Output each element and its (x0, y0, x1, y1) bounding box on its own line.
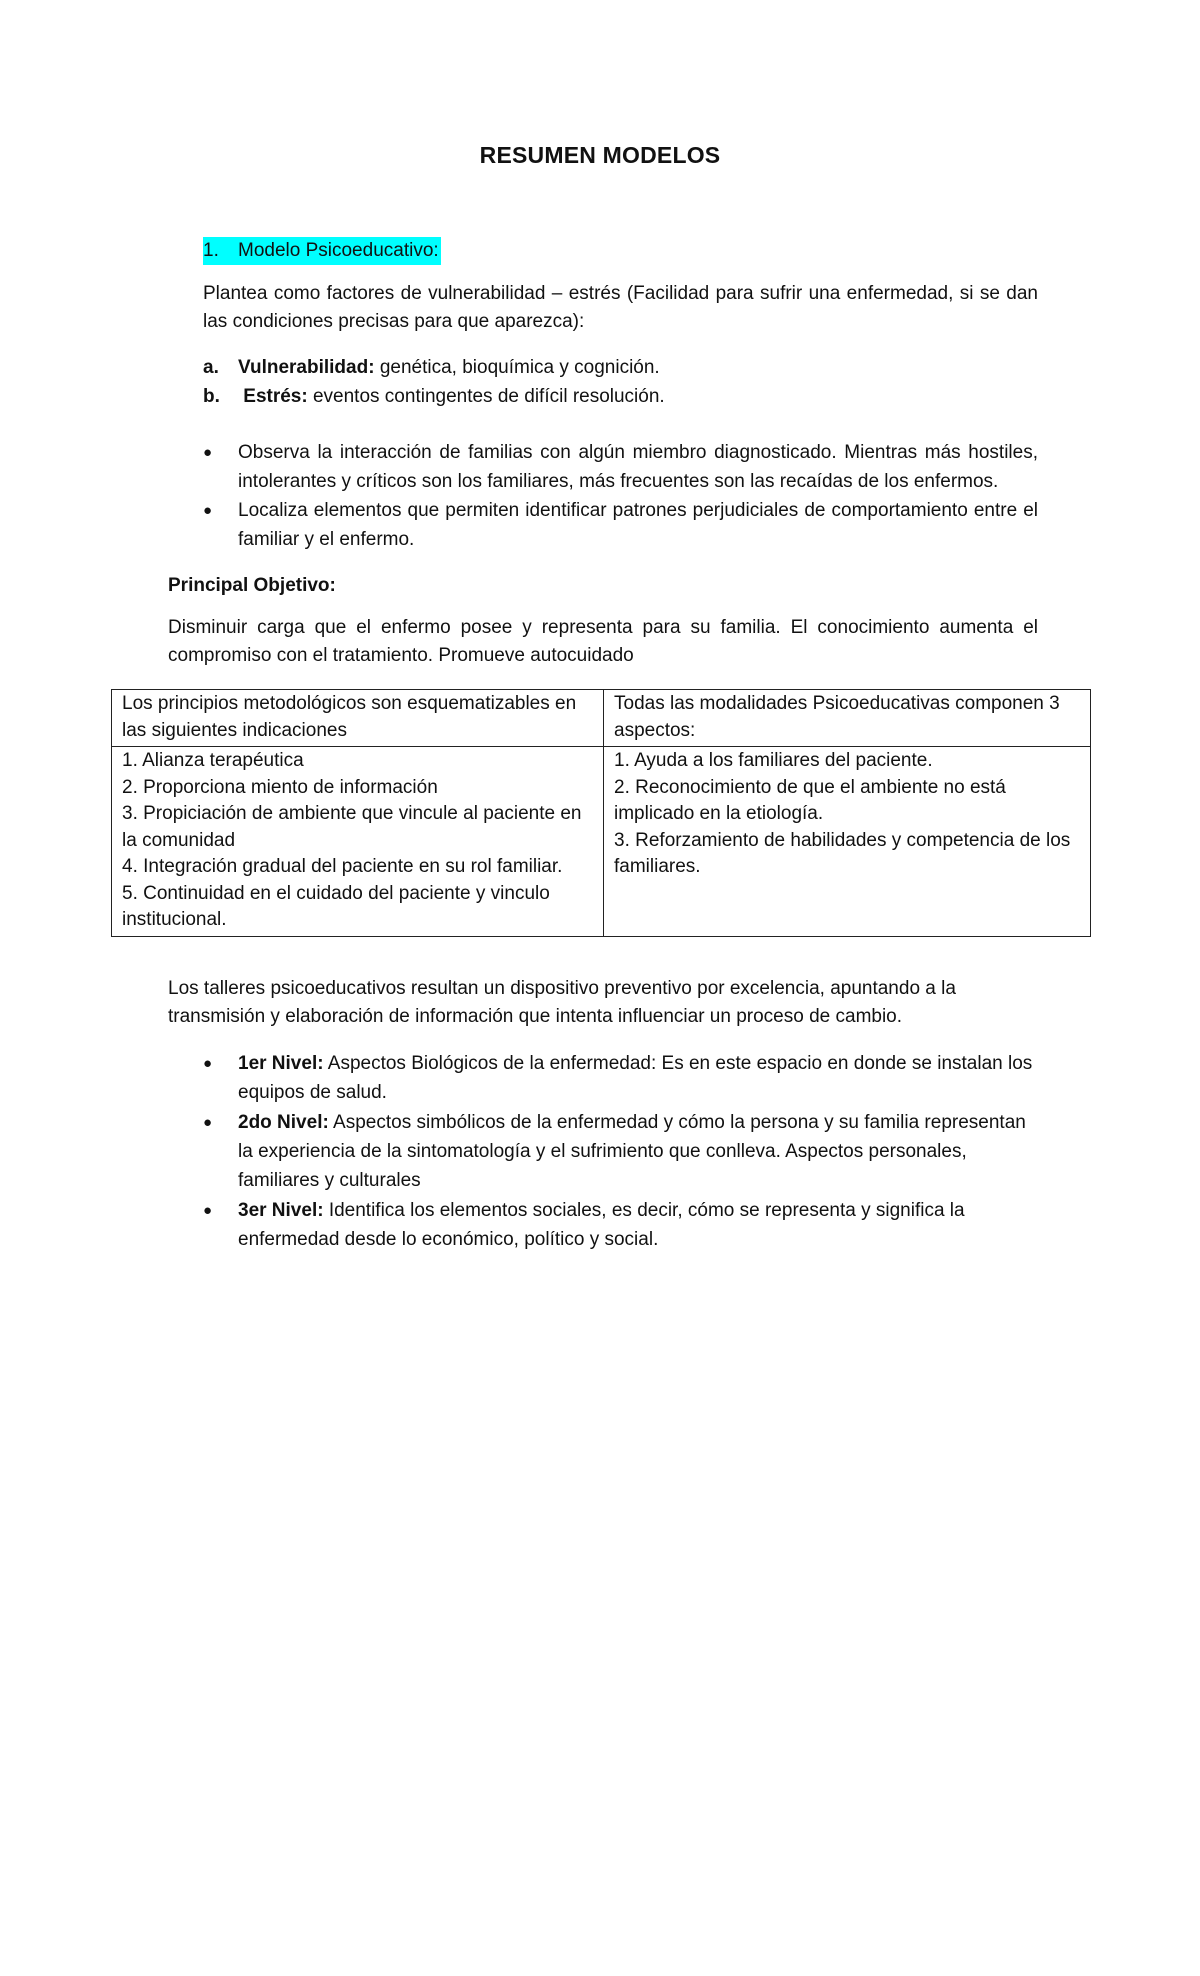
level-label: 3er Nivel: (238, 1200, 324, 1221)
factor-term: Vulnerabilidad: (238, 357, 375, 378)
table-list-item: 3. Reforzamiento de habilidades y competencia de los familiares. (614, 829, 1071, 877)
factor-description: eventos contingentes de difícil resolución. (307, 386, 665, 407)
factor-content (238, 353, 660, 382)
observation-text: Localiza elementos que permiten identificar patrones perjudiciales de comportamiento entre el familiar y el enfermo. (238, 500, 1038, 550)
table-list-item: 3. Propiciación de ambiente que vincule al paciente en la comunidad (122, 803, 582, 851)
level-text (238, 1049, 1038, 1107)
bullet-icon: ● (203, 1202, 213, 1219)
table-header-left: Los principios metodológicos son esquematizables en las siguientes indicaciones (112, 690, 604, 747)
table-list-item: 2. Reconocimiento de que el ambiente no está implicado en la etiología. (614, 776, 1006, 824)
factor-content (238, 382, 665, 411)
table-list-item: 1. Ayuda a los familiares del paciente. (614, 750, 933, 771)
list-item (203, 1049, 1038, 1107)
level-text (238, 1196, 1038, 1254)
observation-text: Observa la interacción de familias con algún miembro diagnosticado. Mientras más hostiles, intolerantes y críticos son los familiares, más frecuentes son las recaídas de los enfermos. (238, 442, 1038, 492)
table-cell-left (112, 747, 604, 937)
factor-item (203, 353, 1038, 382)
bullet-icon: ● (203, 1114, 213, 1131)
level-text (238, 1108, 1038, 1195)
list-item (203, 438, 1038, 496)
table-list-item: 5. Continuidad en el cuidado del paciente y vinculo institucional. (122, 882, 550, 930)
objective-paragraph: Disminuir carga que el enfermo posee y representa para su familia. El conocimiento aumenta el compromiso con el tratamiento. Promueve autocuidado (168, 617, 1038, 666)
table-row (112, 747, 1091, 937)
workshop-paragraph: Los talleres psicoeducativos resultan un dispositivo preventivo por excelencia, apuntando a la transmisión y elaboración de información que intenta influenciar un proceso de cambio. (168, 978, 956, 1027)
level-bullet-list (203, 1049, 1038, 1254)
list-item (203, 496, 1038, 554)
bullet-icon: ● (203, 502, 213, 519)
document-title: RESUMEN MODELOS (479, 142, 721, 168)
section-number: 1. (203, 240, 219, 261)
observation-bullet-list (203, 438, 1038, 554)
table-cell-right (604, 747, 1091, 937)
bullet-icon: ● (203, 1055, 213, 1072)
methods-table (111, 689, 1091, 937)
objective-heading: Principal Objetivo: (168, 575, 336, 596)
list-item (203, 1108, 1038, 1195)
factor-description: genética, bioquímica y cognición. (374, 357, 660, 378)
table-header-right: Todas las modalidades Psicoeducativas componen 3 aspectos: (604, 690, 1091, 747)
intro-paragraph: Plantea como factores de vulnerabilidad – estrés (Facilidad para sufrir una enfermedad, si se dan las condiciones precisas para que aparezca): (203, 283, 1038, 332)
factor-letter: b. (203, 386, 220, 407)
level-description: Identifica los elementos sociales, es decir, cómo se representa y significa la enfermedad desde lo económico, político y social. (238, 1200, 965, 1250)
table-list-item: 1. Alianza terapéutica (122, 750, 304, 771)
level-description: Aspectos simbólicos de la enfermedad y cómo la persona y su familia representan la experiencia de la sintomatología y el sufrimiento que conlleva. Aspectos personales, familiares y culturales (238, 1112, 1026, 1191)
factor-item (203, 382, 1038, 411)
bullet-icon: ● (203, 444, 213, 461)
table-header-row (112, 690, 1091, 747)
section-heading-text: Modelo Psicoeducativo: (238, 240, 439, 261)
section-heading-highlighted (203, 237, 441, 265)
factor-term: Estrés: (238, 386, 308, 407)
level-label: 1er Nivel: (238, 1053, 324, 1074)
table-list-item: 4. Integración gradual del paciente en su rol familiar. (122, 856, 563, 877)
factor-letter: a. (203, 357, 219, 378)
list-item (203, 1196, 1038, 1254)
table-list-item: 2. Proporciona miento de información (122, 776, 438, 798)
factor-list (203, 353, 1038, 411)
level-label: 2do Nivel: (238, 1112, 329, 1133)
level-description: Aspectos Biológicos de la enfermedad: Es en este espacio en donde se instalan los equipos de salud. (238, 1053, 1033, 1103)
